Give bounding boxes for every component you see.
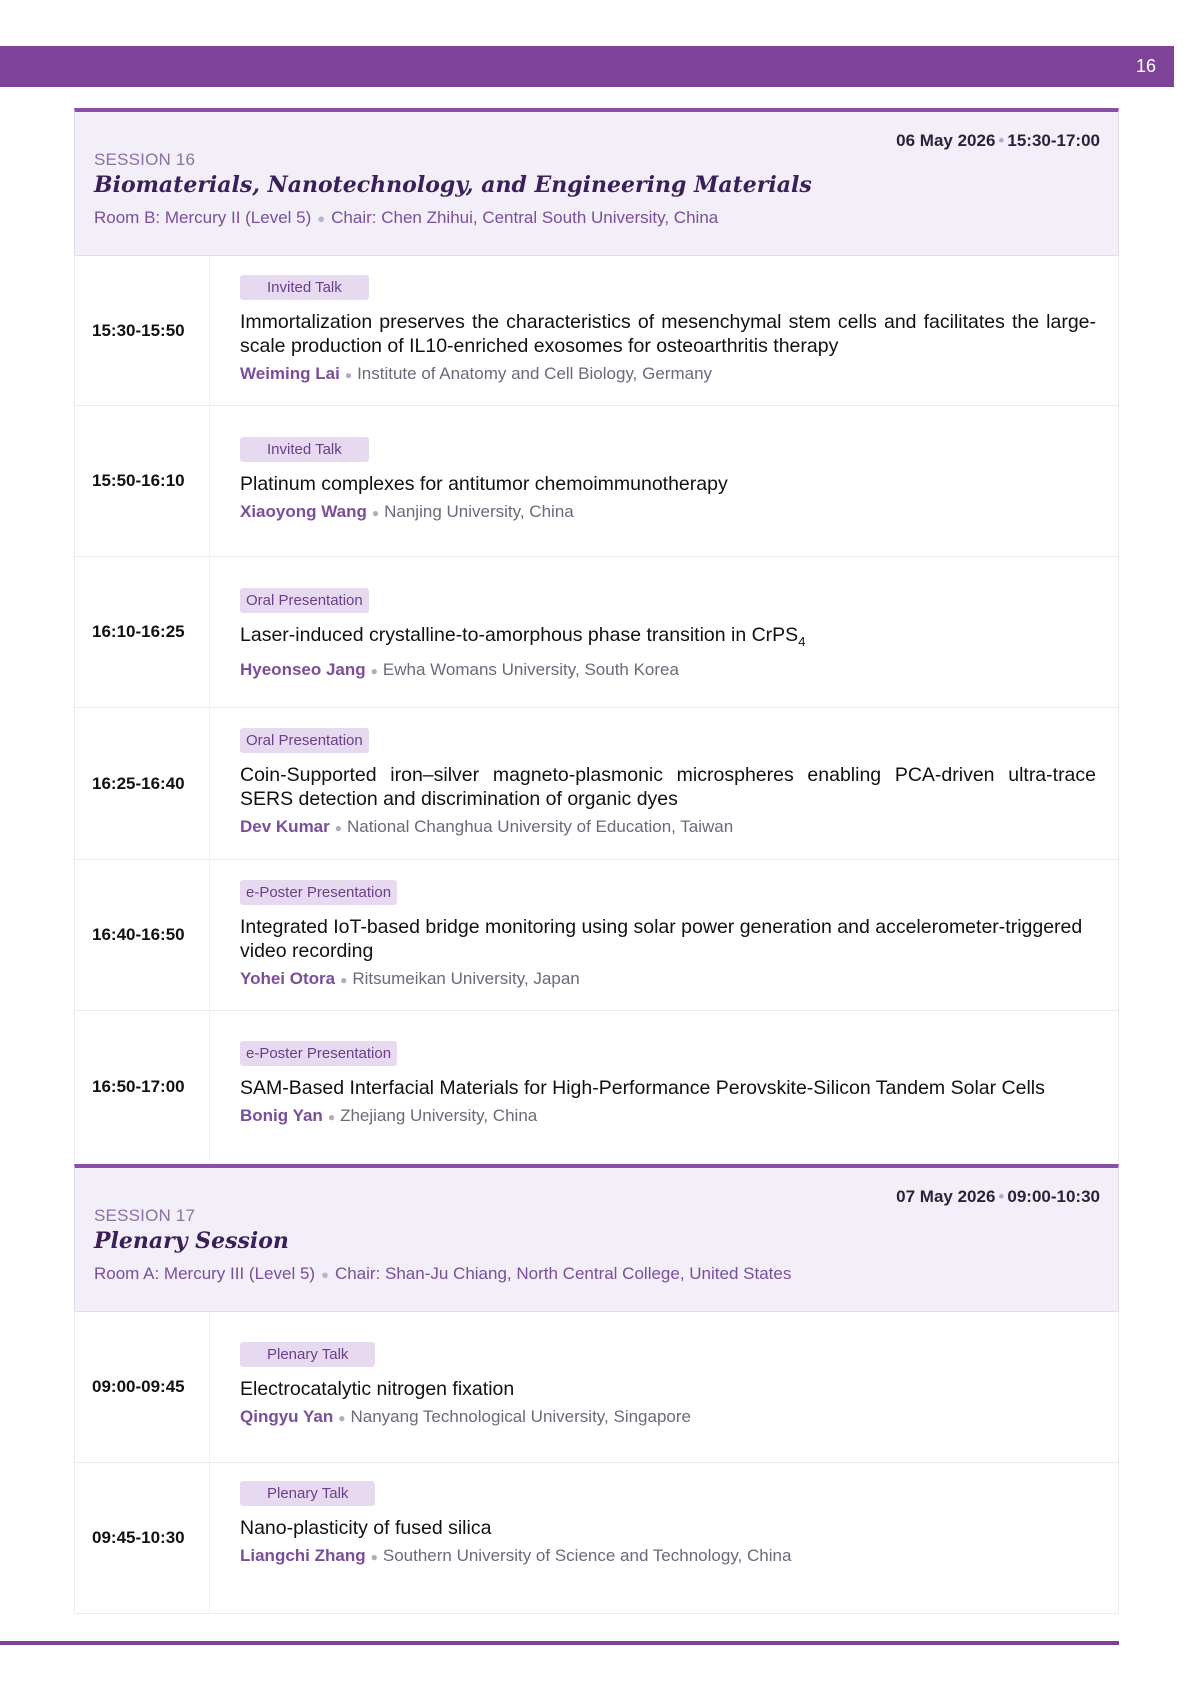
column-divider	[209, 256, 210, 405]
talk-row	[74, 1312, 1119, 1463]
speaker-name: Bonig Yan	[240, 1106, 323, 1125]
talk-row	[74, 557, 1119, 708]
session-room: Room B: Mercury II (Level 5)	[94, 208, 312, 227]
session-title: Plenary Session	[94, 1228, 289, 1254]
talk-speaker-line	[240, 363, 1096, 386]
talk-speaker-line	[240, 816, 1096, 839]
separator-dot: ●	[370, 1550, 378, 1564]
talk-type-badge: Plenary Talk	[240, 1481, 375, 1506]
talk-time: 15:50-16:10	[92, 471, 185, 490]
separator-dot: ●	[327, 1110, 336, 1124]
speaker-affiliation: Nanjing University, China	[384, 502, 574, 521]
session-meta	[94, 208, 718, 228]
session-date: 07 May 2026	[896, 1187, 996, 1206]
talk-body	[240, 437, 1096, 524]
session-block	[74, 108, 1119, 1162]
talk-body	[240, 275, 1096, 386]
separator-dot: ●	[317, 211, 326, 226]
talk-speaker-line	[240, 1105, 1096, 1128]
speaker-affiliation: Southern University of Science and Technology, China	[382, 1546, 792, 1565]
talk-row	[74, 1463, 1119, 1614]
column-divider	[209, 1312, 210, 1462]
talk-body	[240, 728, 1096, 839]
talk-body	[240, 588, 1096, 682]
talk-title: Platinum complexes for antitumor chemoimmunotherapy	[240, 473, 728, 495]
talk-title: Immortalization preserves the characteristics of mesenchymal stem cells and facilitates the large-scale production of IL10-enriched exosomes for osteoarthritis therapy	[240, 311, 1096, 357]
session-datetime	[896, 1187, 1100, 1207]
speaker-name: Xiaoyong Wang	[240, 502, 367, 521]
column-divider	[209, 1463, 210, 1613]
talk-type-badge: Invited Talk	[240, 437, 369, 462]
separator-dot: ●	[370, 664, 378, 678]
session-header	[74, 108, 1119, 256]
talk-type-badge: Plenary Talk	[240, 1342, 375, 1367]
talk-row	[74, 1011, 1119, 1162]
session-datetime	[896, 131, 1100, 151]
session-title: Biomaterials, Nanotechnology, and Engineering Materials	[94, 172, 812, 198]
separator-dot: ●	[344, 368, 353, 382]
talk-time: 09:00-09:45	[92, 1377, 185, 1396]
talk-title: Nano-plasticity of fused silica	[240, 1517, 492, 1539]
page-header-band	[0, 46, 1174, 87]
talk-body	[240, 1342, 1096, 1429]
column-divider	[209, 708, 210, 859]
talk-speaker-line	[240, 968, 1096, 991]
session-header	[74, 1164, 1119, 1312]
talk-time: 16:25-16:40	[92, 773, 185, 793]
talk-row	[74, 860, 1119, 1011]
talk-type-badge: e-Poster Presentation	[240, 880, 397, 905]
talk-row	[74, 708, 1119, 860]
talk-body	[240, 880, 1096, 991]
talk-time: 16:50-17:00	[92, 1076, 185, 1096]
session-block	[74, 1164, 1119, 1614]
speaker-name: Hyeonseo Jang	[240, 660, 366, 679]
talk-time: 16:40-16:50	[92, 925, 185, 944]
talk-title: Integrated IoT-based bridge monitoring using solar power generation and accelerometer-triggered video recording	[240, 916, 1083, 962]
talk-time: 09:45-10:30	[92, 1528, 185, 1547]
talk-title-text: Laser-induced crystalline-to-amorphous phase transition in CrPS	[240, 624, 799, 646]
talk-row	[74, 406, 1119, 557]
talk-type-badge: e-Poster Presentation	[240, 1041, 397, 1066]
speaker-affiliation: Ewha Womans University, South Korea	[382, 660, 679, 679]
speaker-affiliation: Zhejiang University, China	[340, 1106, 538, 1125]
talk-time: 15:30-15:50	[92, 320, 185, 340]
session-chair: Chair: Shan-Ju Chiang, North Central College, United States	[334, 1264, 792, 1283]
separator-dot: •	[998, 1187, 1005, 1206]
session-chair: Chair: Chen Zhihui, Central South University, China	[331, 208, 719, 227]
talk-type-badge: Invited Talk	[240, 275, 369, 300]
session-number: SESSION 16	[94, 150, 196, 169]
separator-dot: ●	[371, 506, 380, 520]
talk-speaker-line	[240, 659, 1096, 682]
session-time: 09:00-10:30	[1007, 1187, 1100, 1206]
session-number: SESSION 17	[94, 1206, 196, 1225]
page-footer-rule	[0, 1641, 1119, 1645]
separator-dot: ●	[321, 1267, 329, 1282]
session-room: Room A: Mercury III (Level 5)	[94, 1264, 316, 1283]
separator-dot: ●	[340, 973, 348, 987]
talk-type-badge: Oral Presentation	[240, 588, 369, 613]
speaker-name: Qingyu Yan	[240, 1407, 334, 1426]
column-divider	[209, 557, 210, 707]
talk-type-badge: Oral Presentation	[240, 728, 369, 753]
speaker-affiliation: Institute of Anatomy and Cell Biology, Germany	[357, 364, 713, 383]
separator-dot: •	[998, 131, 1005, 150]
talk-title-subscript: 4	[798, 634, 806, 649]
column-divider	[209, 860, 210, 1010]
talk-title: Coin-Supported iron–silver magneto-plasmonic microspheres enabling PCA-driven ultra-trace SERS detection and discrimination of organic dyes	[240, 764, 1096, 810]
speaker-affiliation: Nanyang Technological University, Singapore	[350, 1407, 691, 1426]
speaker-name: Liangchi Zhang	[240, 1546, 366, 1565]
speaker-affiliation: National Changhua University of Education, Taiwan	[347, 817, 734, 836]
speaker-name: Yohei Otora	[240, 969, 336, 988]
talk-speaker-line	[240, 1406, 1096, 1429]
column-divider	[209, 406, 210, 556]
column-divider	[209, 1011, 210, 1162]
talk-row	[74, 256, 1119, 406]
page-number: 16	[1135, 56, 1156, 76]
talk-title: Electrocatalytic nitrogen fixation	[240, 1378, 515, 1400]
speaker-affiliation: Ritsumeikan University, Japan	[352, 969, 580, 988]
talk-speaker-line	[240, 501, 1096, 524]
talk-time: 16:10-16:25	[92, 622, 185, 641]
talk-speaker-line	[240, 1545, 1096, 1568]
talk-body	[240, 1481, 1096, 1568]
separator-dot: ●	[334, 821, 343, 835]
session-meta	[94, 1264, 791, 1284]
talk-body	[240, 1041, 1096, 1128]
speaker-name: Dev Kumar	[240, 817, 330, 836]
talk-title: SAM-Based Interfacial Materials for High-Performance Perovskite-Silicon Tandem Solar Cells	[240, 1077, 1045, 1099]
talk-title	[240, 623, 1096, 654]
separator-dot: ●	[338, 1411, 346, 1425]
session-time: 15:30-17:00	[1007, 131, 1100, 150]
speaker-name: Weiming Lai	[240, 364, 340, 383]
session-date: 06 May 2026	[896, 131, 996, 150]
